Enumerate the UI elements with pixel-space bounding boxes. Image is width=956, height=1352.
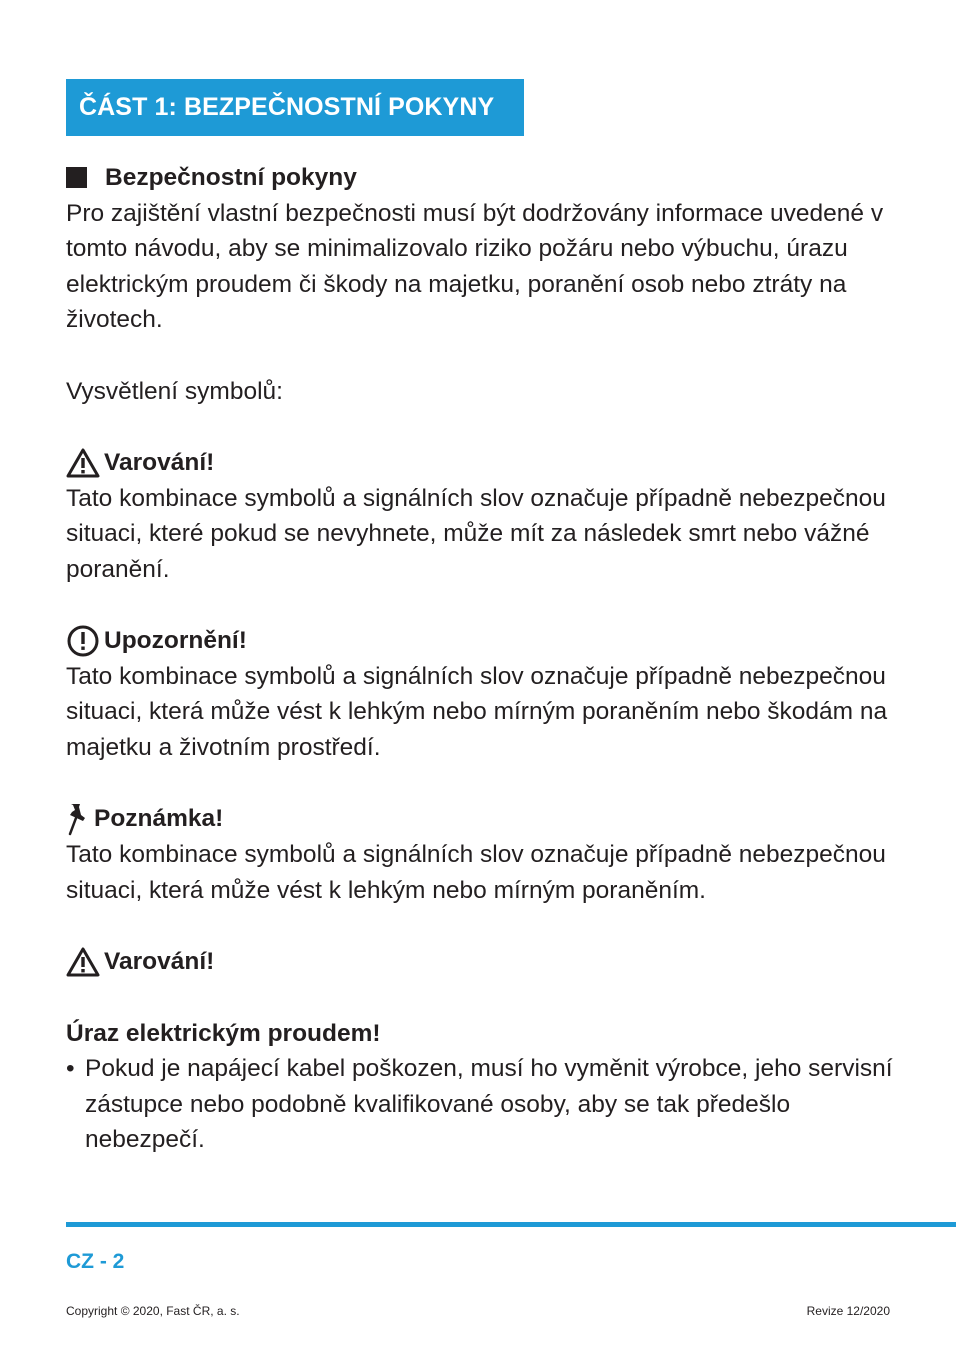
caution-heading-text: Upozornění!: [104, 627, 247, 654]
warning-heading: [66, 445, 906, 481]
note-heading-text: Poznámka!: [94, 805, 224, 833]
warning-triangle-icon: [66, 448, 100, 478]
list-item: [66, 1051, 906, 1158]
section-banner: ČÁST 1: BEZPEČNOSTNÍ POKYNY: [66, 79, 524, 136]
list-item-text: Pokud je napájecí kabel poškozen, musí ho vyměnit výrobce, jeho servisní zástupce nebo podobně kvalifikované osoby, aby se tak předešlo nebezpečí.: [85, 1055, 893, 1153]
caution-text: Tato kombinace symbolů a signálních slov označuje případně nebezpečnou situaci, která může vést k lehkým nebo mírným poraněním nebo škodám na majetku a životním prostředí.: [66, 662, 888, 761]
warning-triangle-icon: [66, 947, 100, 977]
square-bullet-icon: [66, 167, 87, 188]
caution-heading: [66, 623, 906, 659]
copyright: Copyright © 2020, Fast ČR, a. s.: [66, 1304, 240, 1318]
page-number: CZ - 2: [66, 1250, 125, 1273]
note-heading: [66, 801, 906, 837]
warning2-heading-text: Varování!: [104, 948, 215, 975]
safety-heading: [66, 160, 906, 196]
exclamation-circle-icon: [66, 625, 100, 657]
warning-text: Tato kombinace symbolů a signálních slov označuje případně nebezpečnou situaci, které pokud se nevyhnete, může mít za následek smrt nebo vážné poranění.: [66, 484, 886, 583]
revision: Revize 12/2020: [806, 1304, 890, 1318]
safety-heading-text: Bezpečnostní pokyny: [105, 164, 357, 191]
bullet: •: [66, 1055, 75, 1082]
pushpin-icon: [66, 801, 92, 837]
safety-intro-text: Pro zajištění vlastní bezpečnosti musí být dodržovány informace uvedené v tomto návodu, aby se minimalizovalo riziko požáru nebo výbuchu, úrazu elektrickým proudem či škody na majetku, poranění osob nebo ztráty na životech.: [66, 199, 884, 333]
warning-heading-text: Varování!: [104, 449, 215, 476]
footer-rule: [66, 1222, 956, 1227]
symbols-label: Vysvětlení symbolů:: [66, 377, 283, 405]
electric-heading: Úraz elektrickým proudem!: [66, 1019, 381, 1047]
warning2-heading: [66, 944, 906, 980]
document-body: [66, 160, 906, 1158]
note-text: Tato kombinace symbolů a signálních slov označuje případně nebezpečnou situaci, která může vést k lehkým nebo mírným poraněním.: [66, 841, 886, 904]
